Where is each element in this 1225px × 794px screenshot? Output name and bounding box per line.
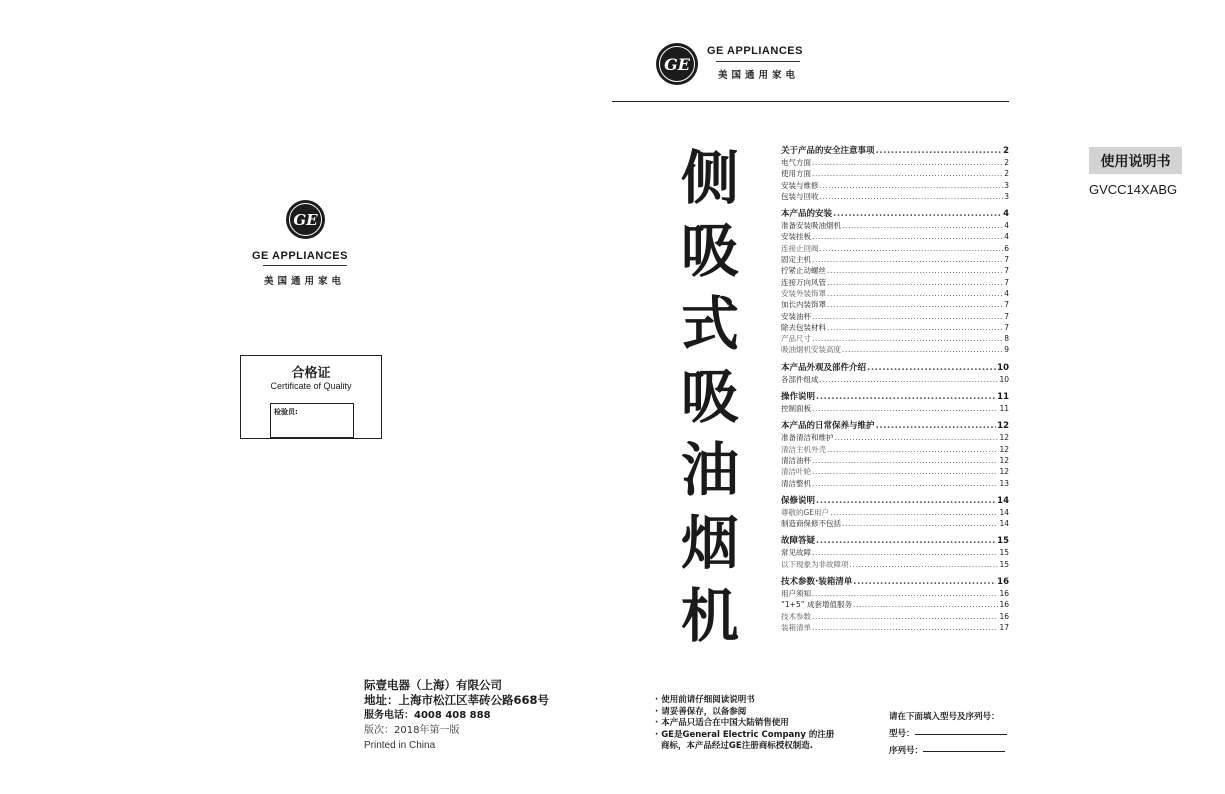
toc-entry[interactable]: [781, 432, 1009, 443]
toc-entry[interactable]: [781, 311, 1009, 322]
toc-page-number: 16: [999, 600, 1009, 610]
toc-label: 电气方面: [781, 158, 811, 167]
toc-label: 安装与维修: [781, 180, 819, 190]
toc-leader-dots: [812, 547, 998, 558]
printed-in-text: Printed in China: [364, 740, 436, 751]
toc-entry[interactable]: [781, 277, 1009, 288]
title-char: 式: [680, 290, 739, 358]
toc-label: 安装挂板: [781, 232, 811, 242]
title-char: 吸: [680, 217, 739, 285]
toc-entry[interactable]: [781, 333, 1009, 344]
toc-label: 包装与回收: [781, 191, 819, 201]
toc-heading[interactable]: [781, 145, 1009, 157]
toc-entry[interactable]: [781, 444, 1009, 455]
note-item: · 本产品只适合在中国大陆销售使用: [655, 718, 789, 728]
toc-label: 本产品的日常保养与维护: [781, 421, 875, 432]
toc-leader-dots: [827, 444, 998, 455]
toc-page-number: 7: [1004, 255, 1009, 265]
toc-leader-dots: [867, 362, 996, 374]
toc-page-number: 12: [997, 421, 1009, 432]
toc-page-number: 15: [999, 559, 1009, 569]
toc-entry[interactable]: [781, 288, 1009, 299]
toc-leader-dots: [820, 243, 1004, 254]
toc-entry[interactable]: [781, 611, 1009, 622]
toc-page-number: 11: [999, 404, 1009, 414]
manual-label-badge: 使用说明书: [1089, 147, 1182, 174]
toc-entry[interactable]: [781, 403, 1009, 414]
service-phone: 服务电话：4008 408 888: [364, 710, 491, 721]
toc-entry[interactable]: [781, 191, 1009, 202]
toc-page-number: 17: [999, 622, 1009, 632]
toc-label: 保修说明: [781, 495, 816, 506]
toc-leader-dots: [812, 333, 1003, 344]
toc-label: 技术参数: [781, 611, 811, 621]
toc-entry[interactable]: [781, 547, 1009, 558]
toc-entry[interactable]: [781, 322, 1009, 333]
toc-leader-dots: [830, 507, 998, 518]
toc-page-number: 2: [1004, 169, 1009, 179]
table-of-contents: [781, 145, 1009, 639]
inspector-label: 检验员:: [274, 408, 298, 416]
title-char: 烟: [680, 509, 739, 577]
toc-label: 以下现象为非故障项: [781, 559, 849, 569]
toc-page-number: 7: [1004, 311, 1009, 321]
toc-leader-dots: [853, 599, 998, 610]
quality-certificate: [240, 355, 382, 439]
certificate-title-cn: 合格证: [291, 366, 331, 381]
toc-leader-dots: [827, 277, 1003, 288]
toc-label: 固定主机: [781, 255, 811, 265]
toc-page-number: 2: [1004, 158, 1009, 167]
toc-entry[interactable]: [781, 231, 1009, 242]
toc-label: 故障答疑: [781, 536, 816, 547]
toc-leader-dots: [827, 299, 1003, 310]
company-name: 际壹电器（上海）有限公司: [364, 678, 502, 692]
toc-label: 清洁主机外壳: [781, 444, 826, 454]
toc-page-number: 9: [1004, 345, 1009, 355]
toc-section: [781, 208, 1009, 356]
toc-label: 本产品外观及部件介绍: [781, 362, 867, 373]
toc-page-number: 14: [999, 507, 1009, 517]
toc-label: 使用方面: [781, 169, 811, 179]
toc-label: 产品尺寸: [781, 334, 811, 344]
toc-label: 除去包装材料: [781, 322, 826, 332]
toc-page-number: 14: [997, 495, 1009, 506]
toc-leader-dots: [812, 622, 998, 633]
toc-section: [781, 420, 1009, 488]
toc-entry[interactable]: [781, 299, 1009, 310]
toc-page-number: 16: [997, 577, 1009, 588]
toc-heading[interactable]: [781, 420, 1009, 432]
toc-label: “1+5” 成套增值服务: [781, 600, 852, 610]
toc-label: 吸油烟机安装高度: [781, 345, 841, 355]
toc-page-number: 15: [997, 536, 1009, 547]
toc-page-number: 12: [999, 433, 1009, 443]
ge-monogram-logo-left: GE: [286, 200, 325, 239]
toc-page-number: 12: [999, 455, 1009, 465]
toc-page-number: 13: [999, 478, 1009, 488]
brand-divider-top: [716, 61, 800, 62]
toc-entry[interactable]: [781, 507, 1009, 518]
toc-page-number: 7: [1004, 277, 1009, 287]
certificate-title-en: Certificate of Quality: [270, 381, 352, 391]
toc-page-number: 4: [1004, 221, 1009, 231]
toc-leader-dots: [820, 191, 1004, 202]
brand-divider-left: [263, 265, 347, 266]
toc-leader-dots: [816, 495, 996, 507]
toc-page-number: 12: [999, 444, 1009, 454]
toc-entry[interactable]: [781, 374, 1009, 385]
toc-entry[interactable]: [781, 157, 1009, 168]
toc-page-number: 15: [999, 548, 1009, 558]
serial-label: 序列号：: [889, 746, 924, 756]
toc-page-number: 12: [999, 467, 1009, 477]
toc-label: 清洁叶轮: [781, 467, 811, 477]
toc-entry[interactable]: [781, 599, 1009, 610]
brand-name-en-left: GE APPLIANCES: [252, 250, 348, 262]
toc-leader-dots: [827, 265, 1003, 276]
toc-label: 操作说明: [781, 392, 816, 403]
usage-notes: [655, 695, 834, 753]
toc-leader-dots: [820, 180, 1004, 191]
toc-page-number: 8: [1004, 334, 1009, 344]
toc-leader-dots: [812, 311, 1003, 322]
title-char: 机: [680, 582, 739, 650]
toc-leader-dots: [835, 432, 999, 443]
brand-name-cn-left: 美国通用家电: [264, 276, 346, 287]
header-rule: [612, 101, 1009, 102]
toc-page-number: 14: [999, 519, 1009, 529]
toc-leader-dots: [812, 254, 1003, 265]
toc-heading[interactable]: [781, 535, 1009, 547]
toc-entry[interactable]: [781, 518, 1009, 529]
toc-entry[interactable]: [781, 588, 1009, 599]
toc-page-number: 16: [999, 589, 1009, 599]
toc-label: 清洁整机: [781, 478, 811, 488]
toc-entry[interactable]: [781, 466, 1009, 477]
toc-heading[interactable]: [781, 576, 1009, 588]
toc-entry[interactable]: [781, 559, 1009, 570]
toc-leader-dots: [812, 157, 1003, 168]
company-info: [364, 678, 549, 753]
toc-label: 清洁油杯: [781, 455, 811, 465]
toc-entry[interactable]: [781, 455, 1009, 466]
toc-label: 安装油杯: [781, 311, 811, 321]
toc-leader-dots: [876, 420, 997, 432]
toc-page-number: 6: [1004, 243, 1009, 253]
toc-page-number: 10: [997, 362, 1009, 373]
toc-entry[interactable]: [781, 180, 1009, 191]
serial-prompt: 请在下面填入型号及序列号：: [889, 712, 1000, 722]
toc-leader-dots: [842, 344, 1003, 355]
product-title: [678, 142, 742, 653]
brand-name-en-top: GE APPLIANCES: [707, 45, 803, 57]
toc-entry[interactable]: [781, 344, 1009, 355]
toc-section: [781, 495, 1009, 530]
toc-section: [781, 362, 1009, 385]
toc-label: 连接止回阀: [781, 243, 819, 253]
model-number: GVCC14XABG: [1089, 182, 1178, 197]
toc-page-number: 3: [1004, 180, 1009, 190]
model-label: 型号：: [889, 729, 915, 739]
toc-page-number: 16: [999, 611, 1009, 621]
toc-entry[interactable]: [781, 254, 1009, 265]
toc-leader-dots: [853, 576, 996, 588]
toc-page-number: 4: [1004, 232, 1009, 242]
toc-entry[interactable]: [781, 168, 1009, 179]
toc-label: 控制面板: [781, 404, 811, 414]
model-input-line[interactable]: [915, 733, 1007, 735]
toc-leader-dots: [842, 220, 1003, 231]
toc-page-number: 7: [1004, 266, 1009, 276]
toc-leader-dots: [816, 535, 996, 547]
toc-page-number: 4: [1004, 288, 1009, 298]
edition-text: 版次：2018年第一版: [364, 725, 460, 736]
toc-label: 各部件组成: [781, 374, 819, 384]
toc-entry[interactable]: [781, 622, 1009, 633]
toc-label: 加长内装饰罩: [781, 300, 826, 310]
toc-heading[interactable]: [781, 495, 1009, 507]
toc-label: 准备安装吸油烟机: [781, 221, 841, 231]
toc-page-number: 2: [1003, 146, 1009, 156]
toc-leader-dots: [812, 403, 998, 414]
toc-entry[interactable]: [781, 243, 1009, 254]
toc-leader-dots: [812, 168, 1003, 179]
toc-leader-dots: [816, 391, 996, 403]
serial-input-line[interactable]: [923, 750, 1005, 752]
toc-page-number: 3: [1004, 191, 1009, 201]
toc-page-number: 7: [1004, 300, 1009, 310]
toc-heading[interactable]: [781, 391, 1009, 403]
note-item: · GE是General Electric Company 的注册: [655, 729, 835, 740]
toc-label: 本产品的安装: [781, 209, 833, 220]
ge-monogram-logo-top: GE: [656, 43, 698, 85]
note-item: · 请妥善保存，以备参阅: [655, 706, 747, 717]
toc-section: [781, 391, 1009, 414]
serial-fill-in: [889, 709, 1007, 760]
note-item: 商标，本产品经过GE注册商标授权制造.: [655, 741, 813, 751]
toc-leader-dots: [842, 518, 998, 529]
toc-leader-dots: [812, 611, 998, 622]
toc-heading[interactable]: [781, 208, 1009, 220]
toc-leader-dots: [812, 588, 998, 599]
note-item: · 使用前请仔细阅读说明书: [655, 695, 755, 705]
toc-label: 技术参数·装箱清单: [781, 577, 853, 588]
toc-leader-dots: [850, 559, 999, 570]
inspector-stamp-box: [270, 403, 354, 438]
toc-leader-dots: [820, 374, 999, 385]
toc-leader-dots: [812, 478, 998, 489]
toc-page-number: 10: [999, 374, 1009, 384]
toc-label: 尊敬的GE用户: [781, 507, 830, 517]
title-char: 侧: [680, 144, 739, 212]
toc-label: 用户须知: [781, 589, 811, 599]
toc-entry[interactable]: [781, 478, 1009, 489]
toc-leader-dots: [833, 208, 1002, 220]
toc-label: 常见故障: [781, 548, 811, 558]
title-char: 油: [680, 436, 739, 504]
toc-leader-dots: [812, 455, 998, 466]
toc-leader-dots: [812, 231, 1003, 242]
toc-page-number: 11: [997, 392, 1009, 403]
brand-name-cn-top: 美国通用家电: [718, 70, 800, 81]
toc-section: [781, 535, 1009, 570]
toc-leader-dots: [876, 145, 1003, 157]
toc-section: [781, 576, 1009, 633]
toc-label: 制造商保修不包括: [781, 519, 841, 529]
toc-label: 装箱清单: [781, 622, 811, 632]
toc-label: 关于产品的安全注意事项: [781, 146, 875, 156]
toc-entry[interactable]: [781, 220, 1009, 231]
toc-page-number: 7: [1004, 322, 1009, 332]
toc-section: [781, 145, 1009, 202]
toc-label: 拧紧止动螺丝: [781, 266, 826, 276]
title-char: 吸: [680, 363, 739, 431]
toc-label: 准备清洁和维护: [781, 433, 834, 443]
company-address: 地址：上海市松江区莘砖公路668号: [364, 693, 550, 707]
toc-leader-dots: [812, 466, 998, 477]
toc-leader-dots: [827, 288, 1003, 299]
toc-page-number: 4: [1003, 209, 1009, 220]
toc-heading[interactable]: [781, 362, 1009, 374]
toc-label: 安装外装饰罩: [781, 288, 826, 298]
toc-entry[interactable]: [781, 265, 1009, 276]
toc-label: 连接万向风管: [781, 277, 826, 287]
toc-leader-dots: [827, 322, 1003, 333]
